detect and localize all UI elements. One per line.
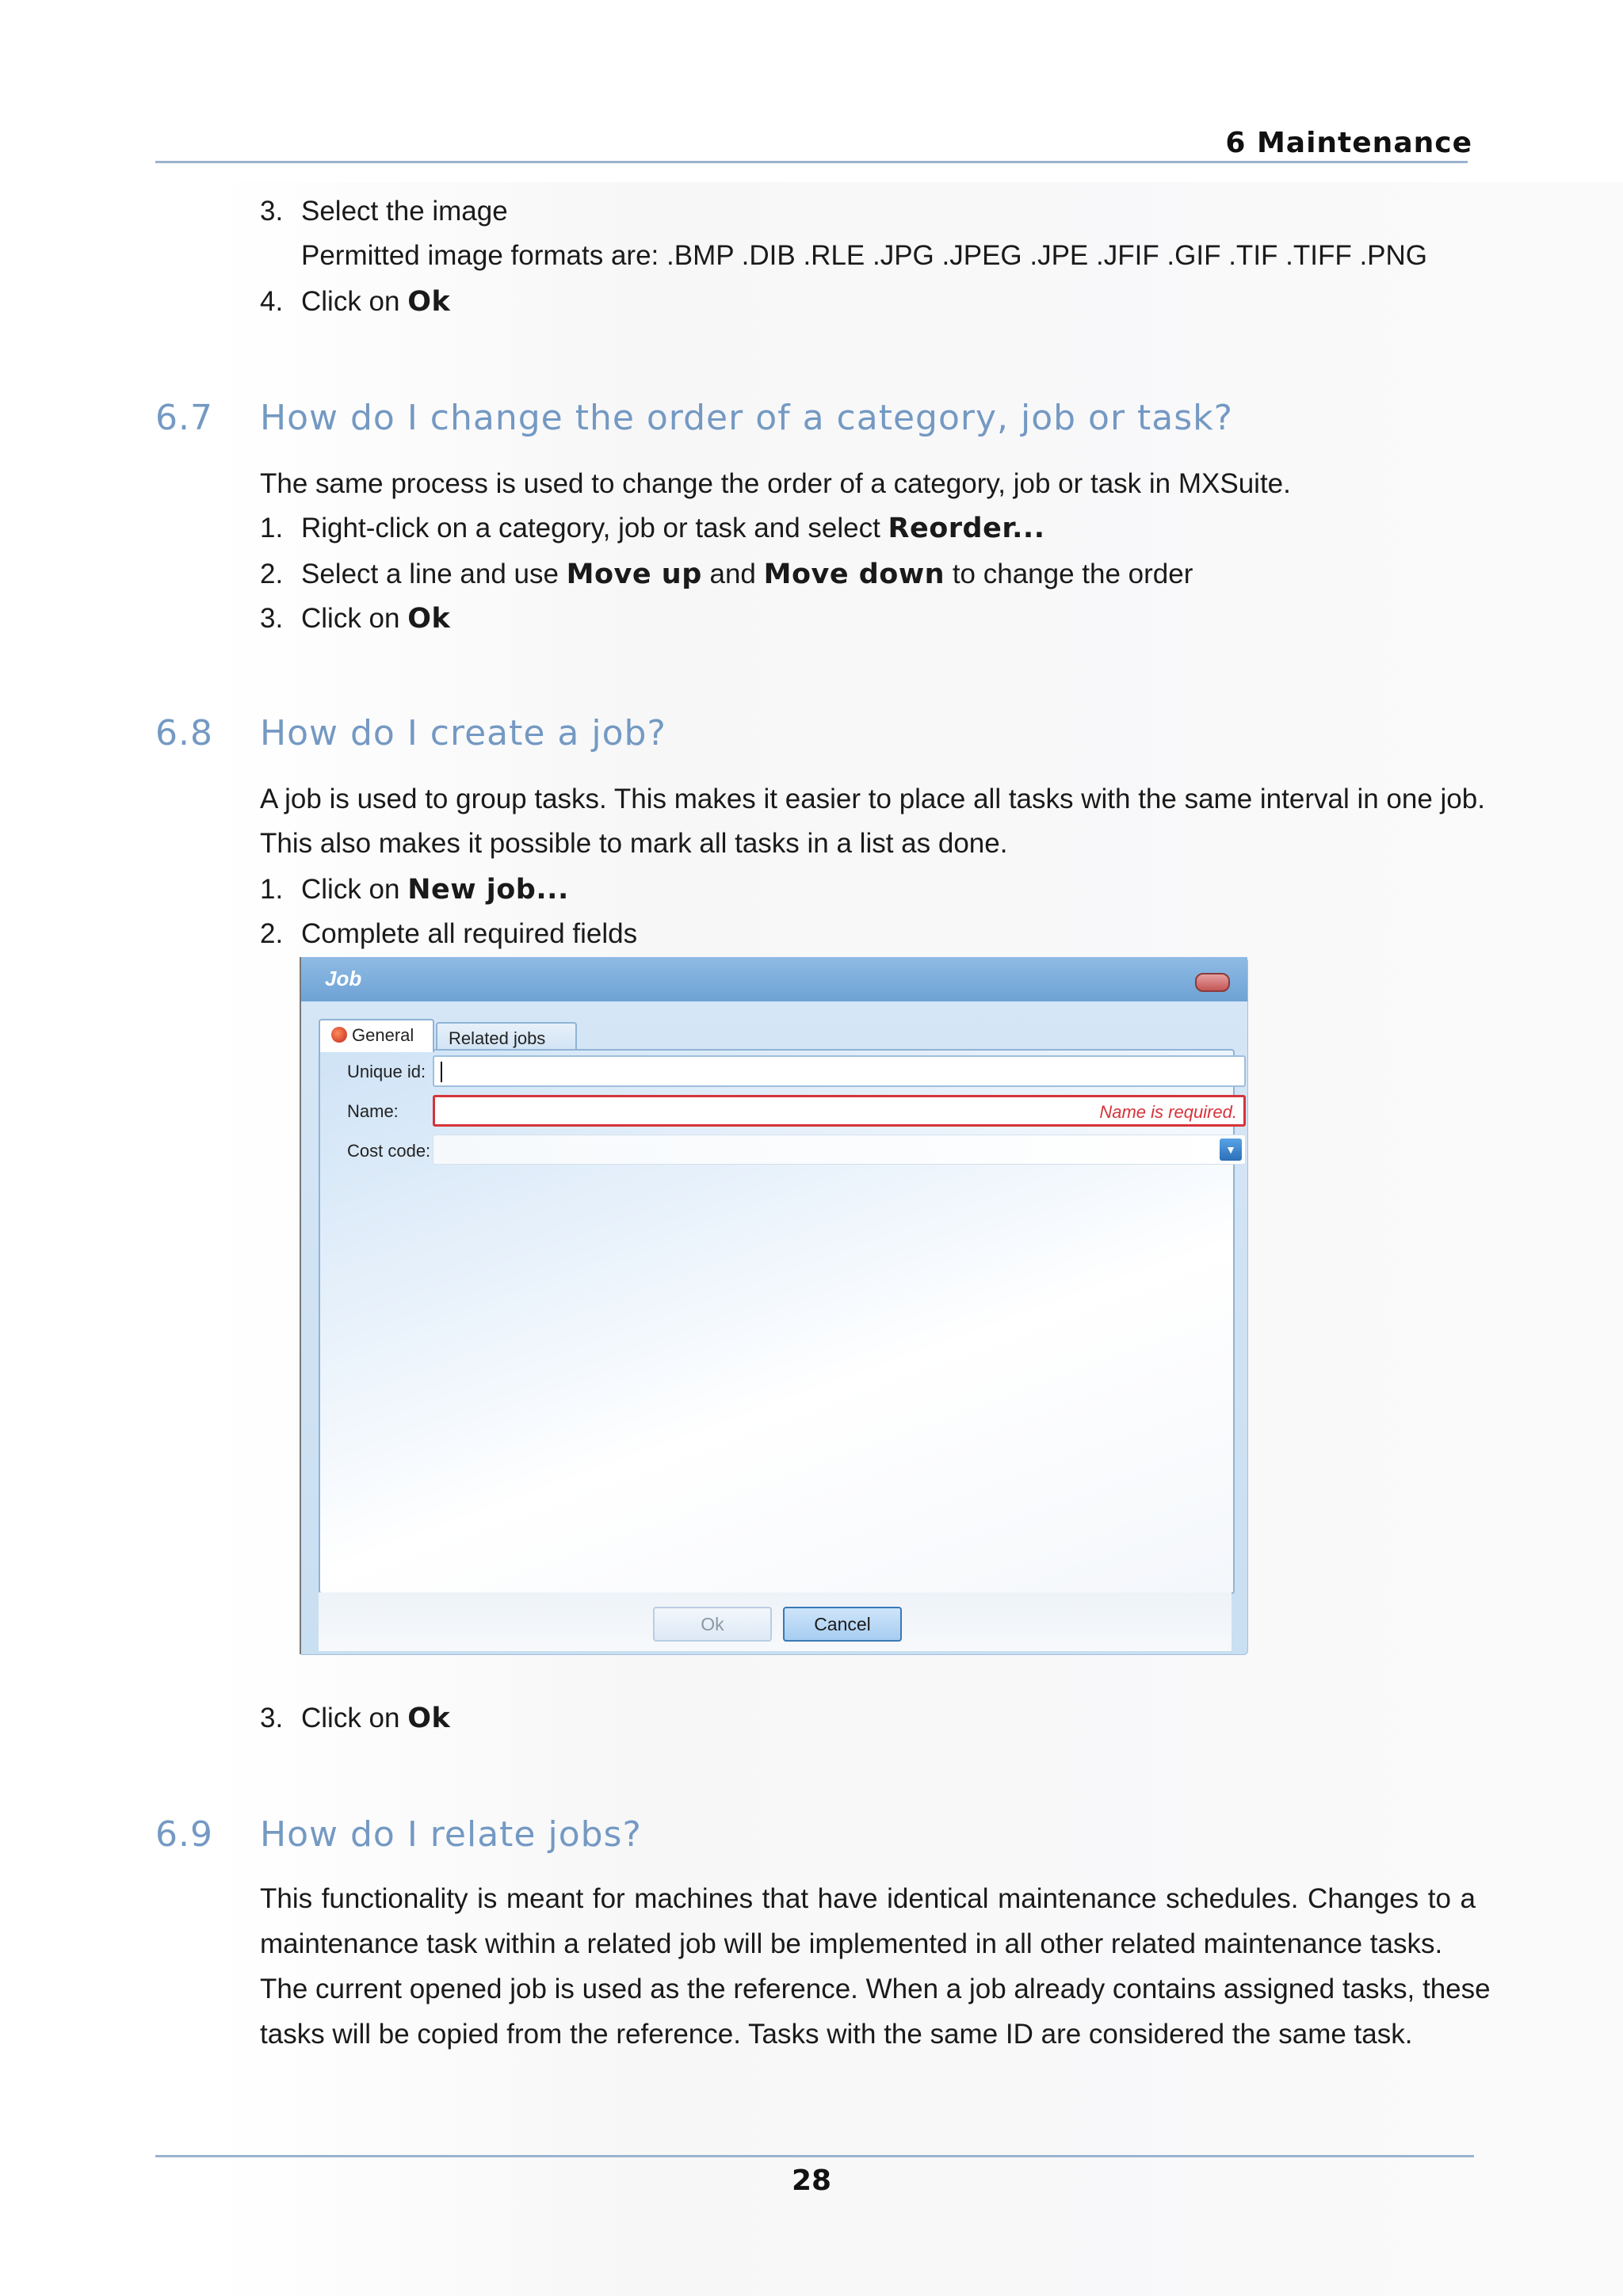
section-title: How do I create a job?	[260, 713, 666, 753]
ok-keyword: Ok	[407, 286, 451, 318]
section-paragraph: maintenance task within a related job will be implemented in all other related maintenance tasks.	[260, 1928, 1443, 1959]
dialog-button-area	[319, 1592, 1232, 1651]
chapter-header: 6 Maintenance	[1225, 127, 1472, 159]
section-paragraph: tasks will be copied from the reference. Tasks with the same ID are considered the same task.	[260, 2019, 1413, 2050]
move-up-keyword: Move up	[566, 559, 702, 590]
error-icon	[331, 1027, 347, 1043]
image-formats-text: Permitted image formats are: .BMP .DIB .RLE .JPG .JPEG .JPE .JFIF .GIF .TIF .TIFF .PNG	[301, 240, 1428, 271]
section-paragraph: This also makes it possible to mark all tasks in a list as done.	[260, 828, 1008, 859]
list-item-text: to change the order	[945, 559, 1193, 589]
tab-label: General	[352, 1025, 414, 1045]
section-intro: The same process is used to change the order of a category, job or task in MXSuite.	[260, 468, 1291, 499]
section-title: How do I change the order of a category, job or task?	[260, 398, 1234, 438]
list-item-text: Click on	[301, 286, 408, 317]
tab-general[interactable]	[319, 1019, 434, 1052]
section-title: How do I relate jobs?	[260, 1814, 642, 1855]
job-dialog	[300, 957, 1247, 1654]
list-item	[301, 556, 1193, 593]
list-item: Select the image	[301, 196, 508, 227]
list-item	[301, 601, 450, 637]
list-number: 3.	[260, 196, 284, 227]
name-label: Name:	[347, 1101, 399, 1121]
list-item	[301, 284, 450, 320]
section-number: 6.9	[155, 1814, 213, 1855]
list-item	[301, 1700, 450, 1737]
list-number: 3.	[260, 1703, 284, 1733]
page-number: 28	[791, 2164, 832, 2197]
list-item-text: Select a line and use	[301, 559, 567, 589]
dialog-title: Job	[325, 967, 362, 990]
list-item-text: and	[701, 559, 764, 589]
text-caret	[441, 1062, 442, 1082]
list-item	[301, 871, 569, 908]
reorder-keyword: Reorder...	[888, 513, 1045, 544]
list-item-text: Click on	[301, 874, 408, 905]
section-paragraph: A job is used to group tasks. This makes it easier to place all tasks with the same interval in one job.	[260, 784, 1485, 814]
list-item-text: Click on	[301, 603, 408, 634]
list-item	[301, 510, 1045, 547]
name-error-message: Name is required.	[1099, 1102, 1237, 1122]
footer-rule	[155, 2155, 1474, 2157]
section-number: 6.8	[155, 713, 213, 753]
list-number: 1.	[260, 874, 284, 905]
section-paragraph: This functionality is meant for machines that have identical maintenance schedules. Changes to a	[260, 1883, 1476, 1914]
list-number: 2.	[260, 918, 284, 949]
cost-code-label: Cost code:	[347, 1141, 431, 1161]
dialog-left-edge	[300, 957, 301, 1654]
unique-id-input[interactable]	[433, 1055, 1246, 1087]
new-job-keyword: New job...	[407, 874, 569, 906]
ok-keyword: Ok	[407, 1703, 451, 1734]
list-number: 4.	[260, 286, 284, 317]
list-item: Complete all required fields	[301, 918, 638, 949]
move-down-keyword: Move down	[763, 559, 945, 590]
name-input[interactable]	[433, 1095, 1246, 1127]
section-paragraph: The current opened job is used as the reference. When a job already contains assigned tasks, these	[260, 1974, 1491, 2004]
list-number: 2.	[260, 559, 284, 589]
section-number: 6.7	[155, 398, 213, 438]
ok-button[interactable]: Ok	[653, 1607, 772, 1642]
dialog-title-bar[interactable]	[301, 957, 1247, 1001]
unique-id-label: Unique id:	[347, 1062, 426, 1081]
ok-keyword: Ok	[407, 603, 451, 635]
list-item-text: Click on	[301, 1703, 408, 1733]
list-number: 1.	[260, 513, 284, 543]
close-icon[interactable]	[1195, 973, 1230, 992]
list-item-text: Right-click on a category, job or task and select	[301, 513, 888, 543]
chevron-down-icon[interactable]: ▼	[1220, 1138, 1242, 1161]
tab-label: Related jobs	[449, 1028, 546, 1048]
cancel-button[interactable]: Cancel	[783, 1607, 902, 1642]
list-number: 3.	[260, 603, 284, 634]
header-rule	[155, 161, 1468, 163]
dialog-content	[319, 1049, 1235, 1594]
cost-code-dropdown[interactable]	[433, 1135, 1246, 1165]
